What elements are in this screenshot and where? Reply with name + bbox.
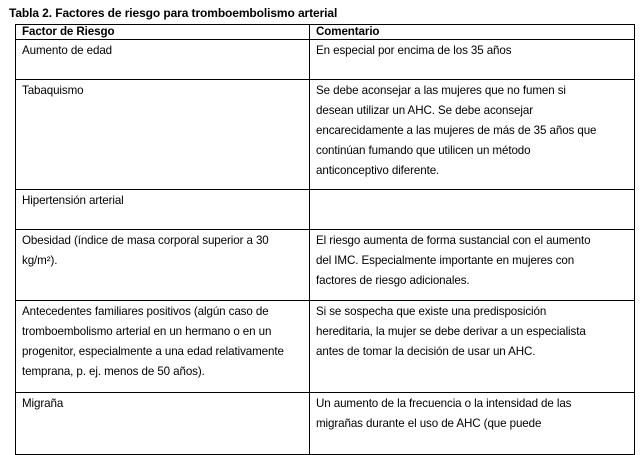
factor-cell — [16, 393, 310, 455]
risk-factors-table — [15, 24, 635, 455]
comment-text: El riesgo aumenta de forma sustancial con el aumento del IMC. Especialmente importante en mujeres con factores de riesgo adicionales. — [316, 234, 591, 287]
table-row — [16, 40, 635, 80]
column-header-factor: Factor de Riesgo — [16, 25, 310, 40]
table-row — [16, 301, 635, 393]
comment-text: En especial por encima de los 35 años — [316, 44, 512, 57]
factor-cell — [16, 230, 310, 301]
factor-text: Obesidad (índice de masa corporal superior a 30 kg/m²). — [22, 234, 269, 267]
factor-text: Antecedentes familiares positivos (algún caso de tromboembolismo arterial en un hermano o en un progenitor, especialmente a una edad relativamente temprana, p. ej. menos de 50 años). — [22, 305, 284, 378]
comment-cell — [310, 301, 635, 393]
factor-cell — [16, 40, 310, 80]
column-header-comment: Comentario — [310, 25, 635, 40]
factor-cell — [16, 190, 310, 230]
comment-text: Se debe aconsejar a las mujeres que no fumen si desean utilizar un AHC. Se debe aconsejar encarecidamente a las mujeres de más de 35 años que continúan fumando que utilicen un método anticonceptivo diferente. — [316, 84, 597, 177]
table-caption: Tabla 2. Factores de riesgo para tromboembolismo arterial — [9, 6, 338, 20]
table-row — [16, 230, 635, 301]
comment-cell — [310, 230, 635, 301]
comment-cell — [310, 80, 635, 190]
factor-text: Aumento de edad — [22, 44, 113, 57]
table-row — [16, 190, 635, 230]
comment-cell — [310, 393, 635, 455]
comment-cell — [310, 40, 635, 80]
factor-text: Tabaquismo — [22, 84, 84, 97]
table-row — [16, 80, 635, 190]
factor-text: Hipertensión arterial — [22, 194, 124, 207]
table-header-row — [16, 25, 635, 40]
comment-text: Un aumento de la frecuencia o la intensidad de las migrañas durante el uso de AHC (que puede — [316, 397, 572, 430]
comment-cell — [310, 190, 635, 230]
factor-text: Migraña — [22, 397, 64, 410]
comment-text: Si se sospecha que existe una predisposición hereditaria, la mujer se debe derivar a un especialista antes de tomar la decisión de usar un AHC. — [316, 305, 586, 358]
table-row — [16, 393, 635, 455]
factor-cell — [16, 80, 310, 190]
factor-cell — [16, 301, 310, 393]
